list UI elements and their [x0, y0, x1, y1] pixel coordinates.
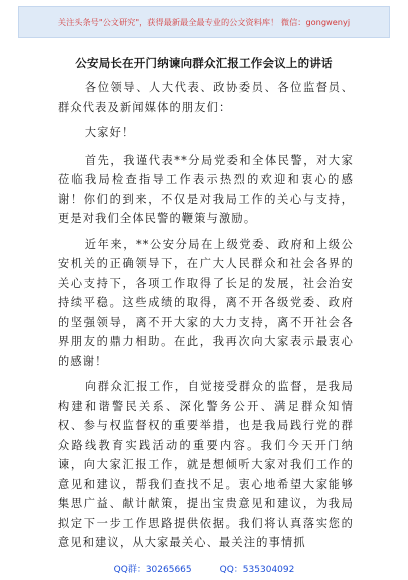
document-body: [58, 78, 354, 559]
page-title: 公安局长在开门纳谏向群众汇报工作会议上的讲话: [75, 56, 333, 70]
body-paragraph: 向群众汇报工作，自觉接受群众的监督，是我局构建和谐警民关系、深化警务公开、满足群众知情权、参与权监督权的重要举措，也是我局践行党的群众路线教育实践活动的重要内容。我们今天开门纳谏，向大家汇报工作，就是想倾听大家对我们工作的意见和建议，帮我们查找不足。衷心地希望大家能够集思广益、献计献策，提出宝贵意见和建议，为我局拟定下一步工作思路提供依据。我们将认真落实您的意见和建议，从大家最关心、最关注的事情抓: [58, 380, 354, 549]
body-paragraph: 首先，我谨代表**分局党委和全体民警，对大家莅临我局检查指导工作表示热烈的欢迎和衷心的感谢！你们的到来，不仅是对我局工作的关心与支持，更是对我们全体民警的鞭策与激励。: [58, 153, 354, 225]
greeting-paragraph: 大家好！: [84, 126, 135, 139]
qq-number-text: QQ：535304092: [219, 565, 295, 575]
footer-contacts: [0, 562, 408, 576]
top-banner[interactable]: 关注头条号"公文研究"，获得最新最全最专业的公文资料库！ 微信：gongwenyj: [18, 6, 390, 38]
body-paragraph: 近年来，**公安分局在上级党委、政府和上级公安机关的正确领导下，在广大人民群众和社会各界的关心支持下，各项工作取得了长足的发展，社会治安持续平稳。这些成绩的取得，离不开各级党委、政府的坚强领导，离不开大家的大力支持，离不开社会各界朋友的鼎力相助。在此，我再次向大家表示最衷心的感谢！: [58, 237, 354, 368]
qq-group-text: QQ群：30265665: [113, 565, 192, 575]
salutation-paragraph: 各位领导、人大代表、政协委员、各位监督员、群众代表及新闻媒体的朋友们：: [58, 81, 354, 114]
